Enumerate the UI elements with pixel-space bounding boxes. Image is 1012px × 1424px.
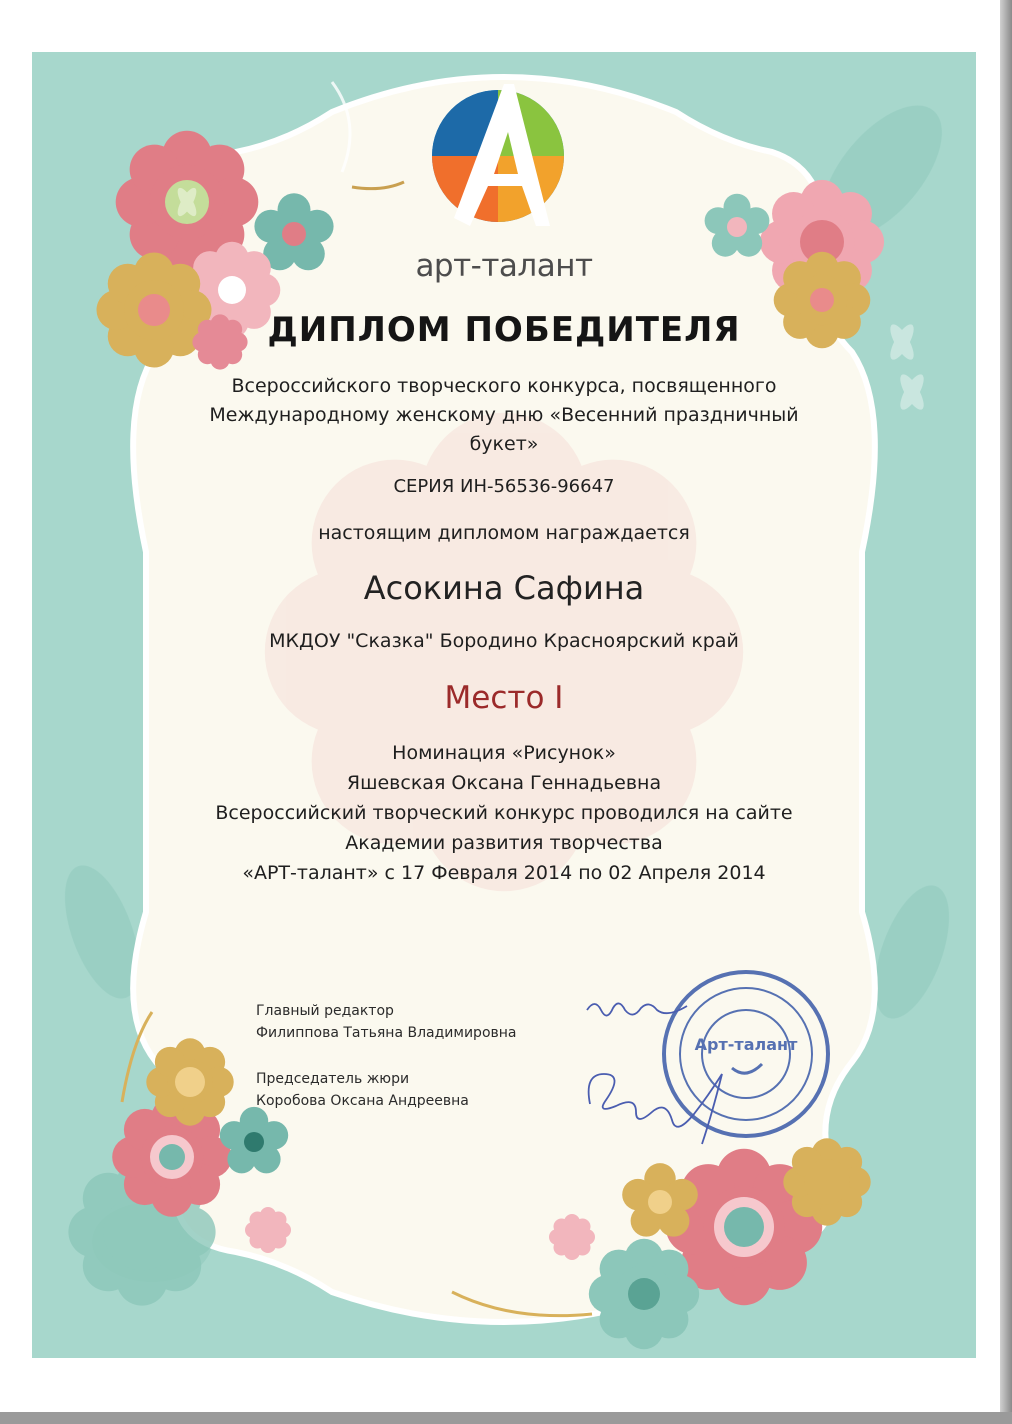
subtitle-line: Международному женскому дню «Весенний праздничный: [209, 404, 799, 426]
logo-text: арт-талант: [415, 248, 593, 284]
page-edge-bottom: [0, 1412, 1012, 1424]
recipient-name: Асокина Сафина: [363, 569, 645, 607]
editor-name: Филиппова Татьяна Владимировна: [256, 1025, 517, 1041]
detail-line: Номинация «Рисунок»: [392, 742, 616, 764]
diploma-text: [32, 52, 976, 1358]
detail-line: «АРТ-талант» с 17 Февраля 2014 по 02 Апреля 2014: [242, 862, 766, 884]
awarded-text: настоящим дипломом награждается: [318, 522, 690, 544]
jury-signature-block: [256, 1068, 469, 1112]
detail-line: Академии развития творчества: [345, 832, 663, 854]
page-edge-shadow: [1000, 0, 1012, 1424]
subtitle-line: Всероссийского творческого конкурса, посвященного: [231, 375, 777, 397]
diploma-page: [32, 52, 976, 1358]
editor-signature-block: [256, 1000, 517, 1044]
subtitle-line: букет»: [469, 433, 539, 455]
diploma-title: ДИПЛОМ ПОБЕДИТЕЛЯ: [267, 310, 741, 350]
organization: МКДОУ "Сказка" Бородино Красноярский край: [269, 630, 739, 652]
editor-role: Главный редактор: [256, 1003, 394, 1019]
jury-name: Коробова Оксана Андреевна: [256, 1093, 469, 1109]
detail-line: Всероссийский творческий конкурс проводился на сайте: [215, 802, 793, 824]
jury-role: Председатель жюри: [256, 1071, 410, 1087]
place-award: Место I: [444, 680, 564, 716]
stamp-text: Арт-талант: [694, 1035, 798, 1054]
detail-line: Яшевская Оксана Геннадьевна: [346, 772, 662, 794]
series-number: СЕРИЯ ИН-56536-96647: [393, 476, 615, 497]
